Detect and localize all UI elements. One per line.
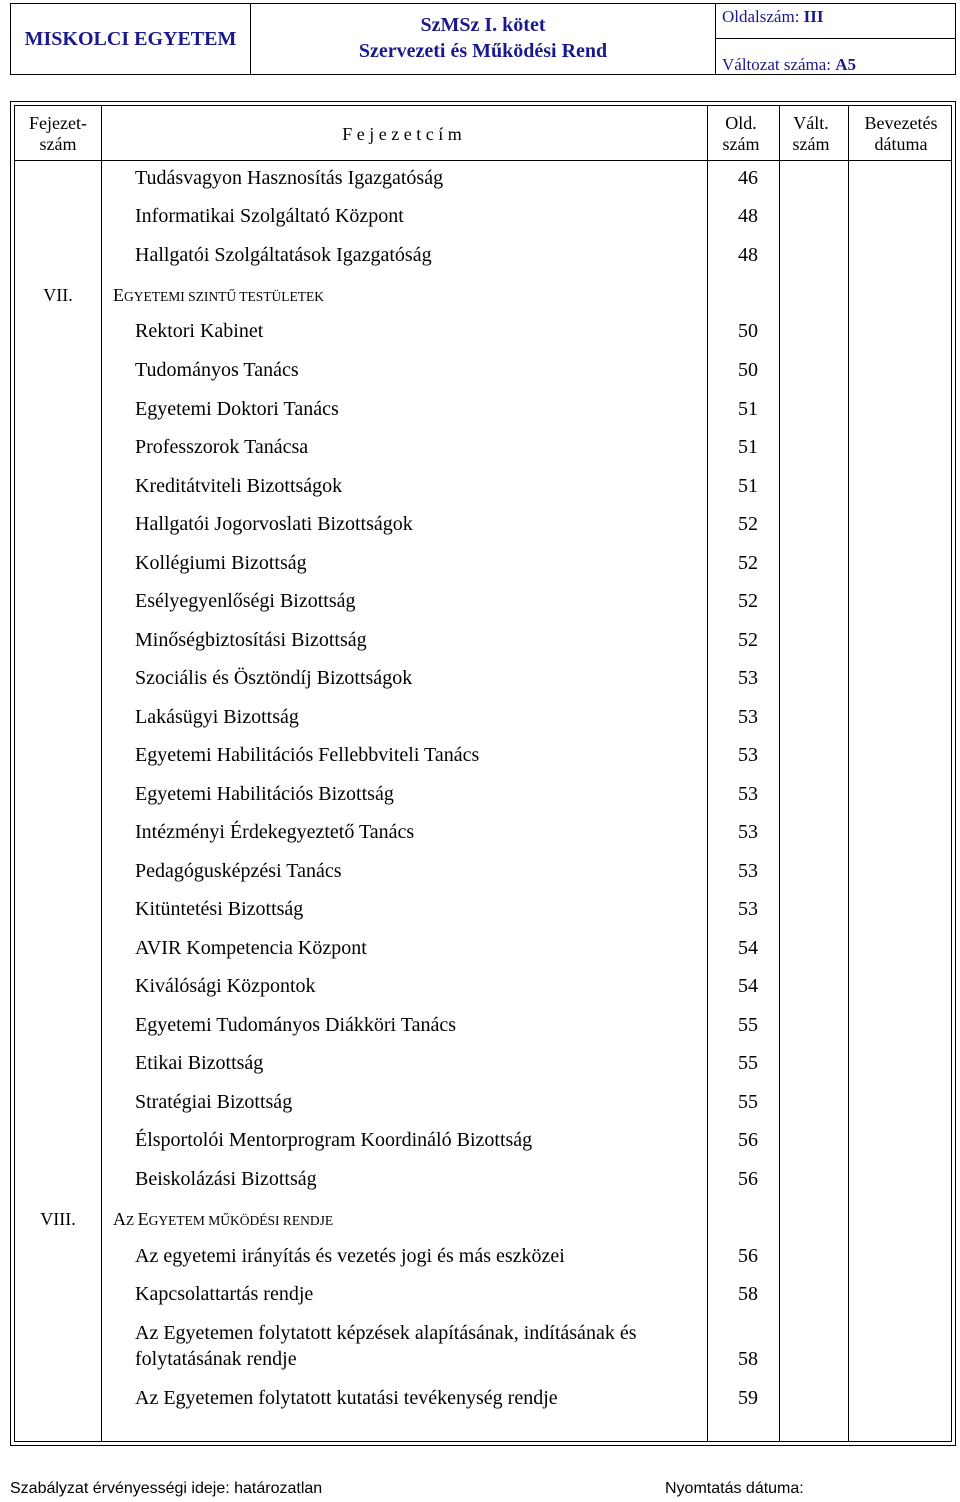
document-header (10, 3, 956, 75)
version-label: Változat száma: (722, 55, 832, 74)
toc-row (0, 552, 960, 582)
toc-entry-title-line1: Az Egyetemen folytatott képzések alapításának, indításának és (135, 1322, 637, 1344)
toc-entry-title: Informatikai Szolgáltató Központ (135, 205, 404, 227)
print-date-footer: Nyomtatás dátuma: (665, 1480, 804, 1497)
toc-row (0, 667, 960, 697)
toc-row (0, 1052, 960, 1082)
toc-entry-page: 52 (738, 629, 758, 651)
toc-entry-page: 56 (738, 1245, 758, 1267)
toc-entry-title: Hallgatói Szolgáltatások Igazgatóság (135, 244, 432, 266)
toc-row (0, 513, 960, 543)
toc-section-row (0, 1209, 960, 1239)
toc-entry-title: Stratégiai Bizottság (135, 1091, 293, 1113)
toc-entry-page: 52 (738, 590, 758, 612)
toc-entry-page: 55 (738, 1091, 758, 1113)
toc-row (0, 205, 960, 235)
toc-entry-page: 52 (738, 513, 758, 535)
column-header-chapter-line2: szám (39, 134, 77, 154)
column-header-version-line2: szám (792, 134, 830, 154)
toc-entry-page: 58 (738, 1348, 758, 1370)
toc-entry-title: Kitüntetési Bizottság (135, 898, 304, 920)
toc-entry-page: 53 (738, 706, 758, 728)
toc-entry-page: 51 (738, 475, 758, 497)
column-header-chapter-line1: Fejezet- (29, 113, 87, 133)
toc-row (0, 1014, 960, 1044)
doc-meta-cell (716, 4, 955, 74)
toc-entry-title: Kollégiumi Bizottság (135, 552, 307, 574)
section-title-part: Z (126, 1213, 138, 1228)
section-title-part: E (137, 1209, 149, 1229)
toc-entry-page: 53 (738, 860, 758, 882)
toc-row (0, 975, 960, 1005)
toc-row (0, 590, 960, 620)
column-header-chapter (18, 113, 98, 155)
column-header-page-line1: Old. (725, 113, 757, 133)
toc-entry-title: AVIR Kompetencia Központ (135, 937, 367, 959)
toc-entry-page: 55 (738, 1014, 758, 1036)
toc-entry-page: 53 (738, 898, 758, 920)
doc-title-line2: Szervezeti és Működési Rend (358, 40, 608, 62)
chapter-number: VII. (43, 285, 73, 305)
toc-entry-title: Egyetemi Habilitációs Fellebbviteli Tanács (135, 744, 480, 766)
toc-row (0, 244, 960, 274)
page-number-label: Oldalszám: (722, 7, 800, 26)
section-title-rest: GYETEMI SZINTŰ TESTÜLETEK (124, 289, 324, 304)
toc-entry-page: 51 (738, 436, 758, 458)
column-header-version-line1: Vált. (793, 113, 829, 133)
column-header-version (776, 113, 846, 155)
toc-row (0, 320, 960, 350)
toc-row (0, 1283, 960, 1313)
version-value: A5 (835, 55, 857, 74)
toc-entry-page: 59 (738, 1387, 758, 1409)
toc-entry-title: Intézményi Érdekegyeztető Tanács (135, 821, 415, 843)
toc-row (0, 937, 960, 967)
toc-entry-title: Rektori Kabinet (135, 320, 264, 342)
toc-row (0, 706, 960, 736)
validity-footer: Szabályzat érvényességi ideje: határozatlan (10, 1480, 323, 1497)
toc-entry-page: 46 (738, 167, 758, 189)
toc-entry-title: Kiválósági Központok (135, 975, 316, 997)
toc-row (0, 821, 960, 851)
toc-row (0, 744, 960, 774)
institution-name: MISKOLCI EGYETEM (24, 27, 237, 50)
toc-entry-title: Az egyetemi irányítás és vezetés jogi és más eszközei (135, 1245, 565, 1267)
section-title-part: MŰKÖDÉSI RENDJE (208, 1213, 334, 1228)
toc-entry-title: Esélyegyenlőségi Bizottság (135, 590, 356, 612)
column-header-intro-line2: dátuma (874, 134, 928, 154)
toc-row (0, 860, 960, 890)
toc-entry-title: Etikai Bizottság (135, 1052, 264, 1074)
toc-entry-page: 48 (738, 205, 758, 227)
chapter-number: VIII. (40, 1209, 76, 1229)
toc-row (0, 398, 960, 428)
toc-row (0, 898, 960, 928)
toc-row (0, 1387, 960, 1417)
toc-entry-title: Tudományos Tanács (135, 359, 299, 381)
toc-row (0, 1322, 960, 1378)
toc-entry-page: 51 (738, 398, 758, 420)
toc-row (0, 436, 960, 466)
toc-row (0, 1129, 960, 1159)
toc-entry-page: 48 (738, 244, 758, 266)
toc-row (0, 359, 960, 389)
version-field (716, 38, 955, 74)
column-header-intro-date (846, 113, 956, 155)
toc-entry-title: Egyetemi Habilitációs Bizottság (135, 783, 394, 805)
toc-entry-page: 56 (738, 1168, 758, 1190)
page-number-value: III (803, 7, 824, 26)
toc-entry-page: 53 (738, 667, 758, 689)
toc-row (0, 629, 960, 659)
toc-entry-title: Professzorok Tanácsa (135, 436, 309, 458)
column-header-title: F e j e z e t c í m (342, 124, 462, 144)
toc-entry-page: 53 (738, 821, 758, 843)
toc-entry-title: Beiskolázási Bizottság (135, 1168, 317, 1190)
toc-entry-page: 56 (738, 1129, 758, 1151)
toc-entry-title: Kreditátviteli Bizottságok (135, 475, 343, 497)
toc-entry-title: Lakásügyi Bizottság (135, 706, 299, 728)
toc-entry-title: Az Egyetemen folytatott kutatási tevékenység rendje (135, 1387, 558, 1409)
toc-section-row (0, 285, 960, 315)
column-header-page-line2: szám (722, 134, 760, 154)
toc-entry-title: Tudásvagyon Hasznosítás Igazgatóság (135, 167, 444, 189)
toc-entry-title: Minőségbiztosítási Bizottság (135, 629, 367, 651)
toc-entry-title: Kapcsolattartás rendje (135, 1283, 314, 1305)
column-header-page (704, 113, 778, 155)
doc-title-cell (251, 4, 716, 74)
toc-entry-page: 54 (738, 937, 758, 959)
toc-entry-page: 50 (738, 320, 758, 342)
toc-entry-title: Pedagógusképzési Tanács (135, 860, 342, 882)
toc-row (0, 475, 960, 505)
toc-entry-page: 54 (738, 975, 758, 997)
toc-row (0, 1168, 960, 1198)
toc-entry-title: Élsportolói Mentorprogram Koordináló Bizottság (135, 1129, 533, 1151)
toc-entry-page: 53 (738, 744, 758, 766)
toc-entry-title-line2: folytatásának rendje (135, 1348, 297, 1370)
toc-row (0, 1091, 960, 1121)
toc-entry-page: 53 (738, 783, 758, 805)
toc-entry-title: Hallgatói Jogorvoslati Bizottságok (135, 513, 413, 535)
toc-row (0, 1245, 960, 1275)
toc-row (0, 783, 960, 813)
toc-entry-title: Egyetemi Doktori Tanács (135, 398, 339, 420)
column-header-intro-line1: Bevezetés (864, 113, 938, 133)
section-title-initial: E (113, 285, 124, 305)
section-title-part: GYETEM (148, 1213, 209, 1228)
institution-cell (11, 4, 251, 74)
toc-row (0, 167, 960, 197)
toc-entry-page: 55 (738, 1052, 758, 1074)
header-row-divider (15, 160, 951, 161)
toc-entry-title: Egyetemi Tudományos Diákköri Tanács (135, 1014, 456, 1036)
toc-entry-page: 58 (738, 1283, 758, 1305)
toc-entry-page: 50 (738, 359, 758, 381)
toc-entry-page: 52 (738, 552, 758, 574)
section-title (113, 1209, 333, 1230)
section-title (113, 285, 324, 306)
toc-entry-title: Szociális és Ösztöndíj Bizottságok (135, 667, 413, 689)
page-number-field (716, 4, 955, 39)
section-title-part: A (113, 1209, 126, 1229)
doc-title-line1: SzMSz I. kötet (420, 14, 546, 36)
